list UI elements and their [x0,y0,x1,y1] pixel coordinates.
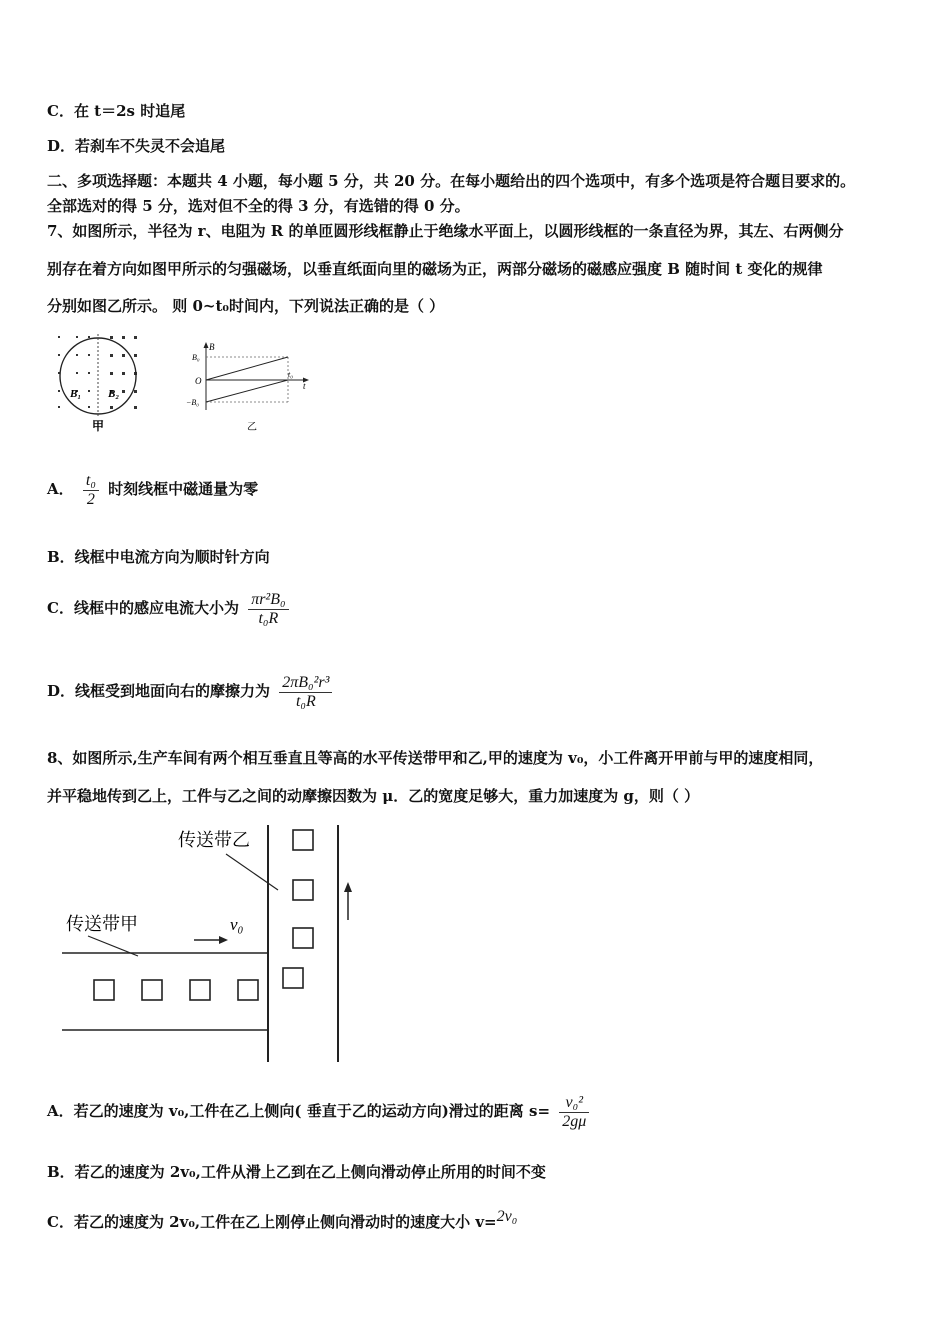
workpiece [94,980,114,1000]
fraction-numerator: πr²B₀ [248,591,288,610]
workpiece [142,980,162,1000]
q7-option-d-text: D．线框受到地面向右的摩擦力为 [47,682,271,700]
section2-header-line2: 全部选对的得 5 分，选对但不全的得 3 分，有选错的得 0 分。 [47,197,470,215]
q7-option-b: B．线框中电流方向为顺时针方向 [47,548,270,566]
q6-option-c: C．在 t＝2s 时追尾 [47,102,186,120]
q7-stem-line2: 别存在着方向如图甲所示的匀强磁场，以垂直纸面向里的磁场为正，两部分磁场的磁感应强度 B 随时间 t 变化的规律 [47,260,823,278]
q7-option-c [47,587,293,629]
label-neg-b0: −B₀ [186,398,200,407]
label-b1: B₁ [70,388,82,400]
q6-option-d: D．若刹车不失灵不会追尾 [47,137,226,155]
b2-graph-line [206,380,288,402]
q7-stem-line1: 7、如图所示，半径为 r、电阻为 R 的单匝圆形线框静止于绝缘水平面上，以圆形线框的一条直径为界，其左、右两侧分 [47,222,844,240]
q8-conveyor-figure [58,820,358,1065]
fraction-denominator: t₀R [295,692,316,710]
q7-option-c-text: C．线框中的感应电流大小为 [47,599,239,617]
q7-option-a-fraction [83,472,99,509]
q7-option-a [47,470,258,509]
fraction-denominator: t₀R [258,609,279,627]
label-t0: t₀ [288,370,294,379]
b-axis-arrow [204,342,209,348]
q7-option-a-text: 时刻线框中磁通量为零 [108,480,259,498]
q8-option-c [47,1200,517,1239]
fraction-numerator: v₀² [559,1094,589,1113]
q7-figure-yi [184,340,314,434]
label-axis-b: B [209,342,215,352]
label-v0: v₀ [230,915,244,934]
q8-option-a-fraction [559,1094,589,1131]
q7-option-d-fraction [279,674,332,711]
caption-yi: 乙 [247,422,257,433]
label-belt-jia: 传送带甲 [66,914,138,934]
workpiece [190,980,210,1000]
q8-stem-line2: 并平稳地传到乙上，工件与乙之间的动摩擦因数为 μ．乙的宽度足够大，重力加速度为 g，则（ ） [47,787,700,805]
q7-option-c-fraction [248,591,288,628]
velocity-arrowhead [219,936,228,944]
q8-option-a [47,1088,593,1134]
workpiece [283,968,303,988]
q8-stem-line1: 8、如图所示,生产车间有两个相互垂直且等高的水平传送带甲和乙,甲的速度为 v₀，小工件离开甲前与甲的速度相同， [47,749,824,767]
q7-option-d [47,670,336,712]
q8-option-c-text: C．若乙的速度为 2v₀,工件在乙上刚停止侧向滑动时的速度大小 v= [47,1213,497,1231]
label-belt-yi-leader [226,854,278,890]
q7-figure-jia [52,330,144,434]
q7-option-a-label: A． [47,480,74,498]
label-axis-t: t [303,381,306,391]
fraction-numerator: 2πB₀²r³ [279,674,332,693]
label-b0: B₀ [192,353,200,362]
fraction-numerator: t₀ [83,472,99,491]
section2-header-line1: 二、多项选择题：本题共 4 小题，每小题 5 分，共 20 分。在每小题给出的四个选项中，有多个选项是符合题目要求的。 [47,172,856,190]
workpiece [293,928,313,948]
label-origin: O [195,376,202,386]
workpiece [293,830,313,850]
q7-stem-line3: 分别如图乙所示。 则 0~t₀时间内，下列说法正确的是（ ） [47,297,445,315]
b1-graph-line [206,357,288,380]
belt-yi-arrowhead [344,882,352,892]
caption-jia: 甲 [92,419,105,433]
workpiece [293,880,313,900]
q8-option-c-value: 2v₀ [496,1208,518,1225]
fraction-denominator: 2gμ [562,1112,587,1130]
workpiece [238,980,258,1000]
label-b2: B₂ [108,388,120,400]
q8-option-a-text: A．若乙的速度为 v₀,工件在乙上侧向( 垂直于乙的运动方向)滑过的距离 s= [47,1102,551,1120]
fraction-denominator: 2 [86,490,95,508]
label-belt-yi: 传送带乙 [178,830,250,850]
q8-option-b: B．若乙的速度为 2v₀,工件从滑上乙到在乙上侧向滑动停止所用的时间不变 [47,1163,546,1181]
